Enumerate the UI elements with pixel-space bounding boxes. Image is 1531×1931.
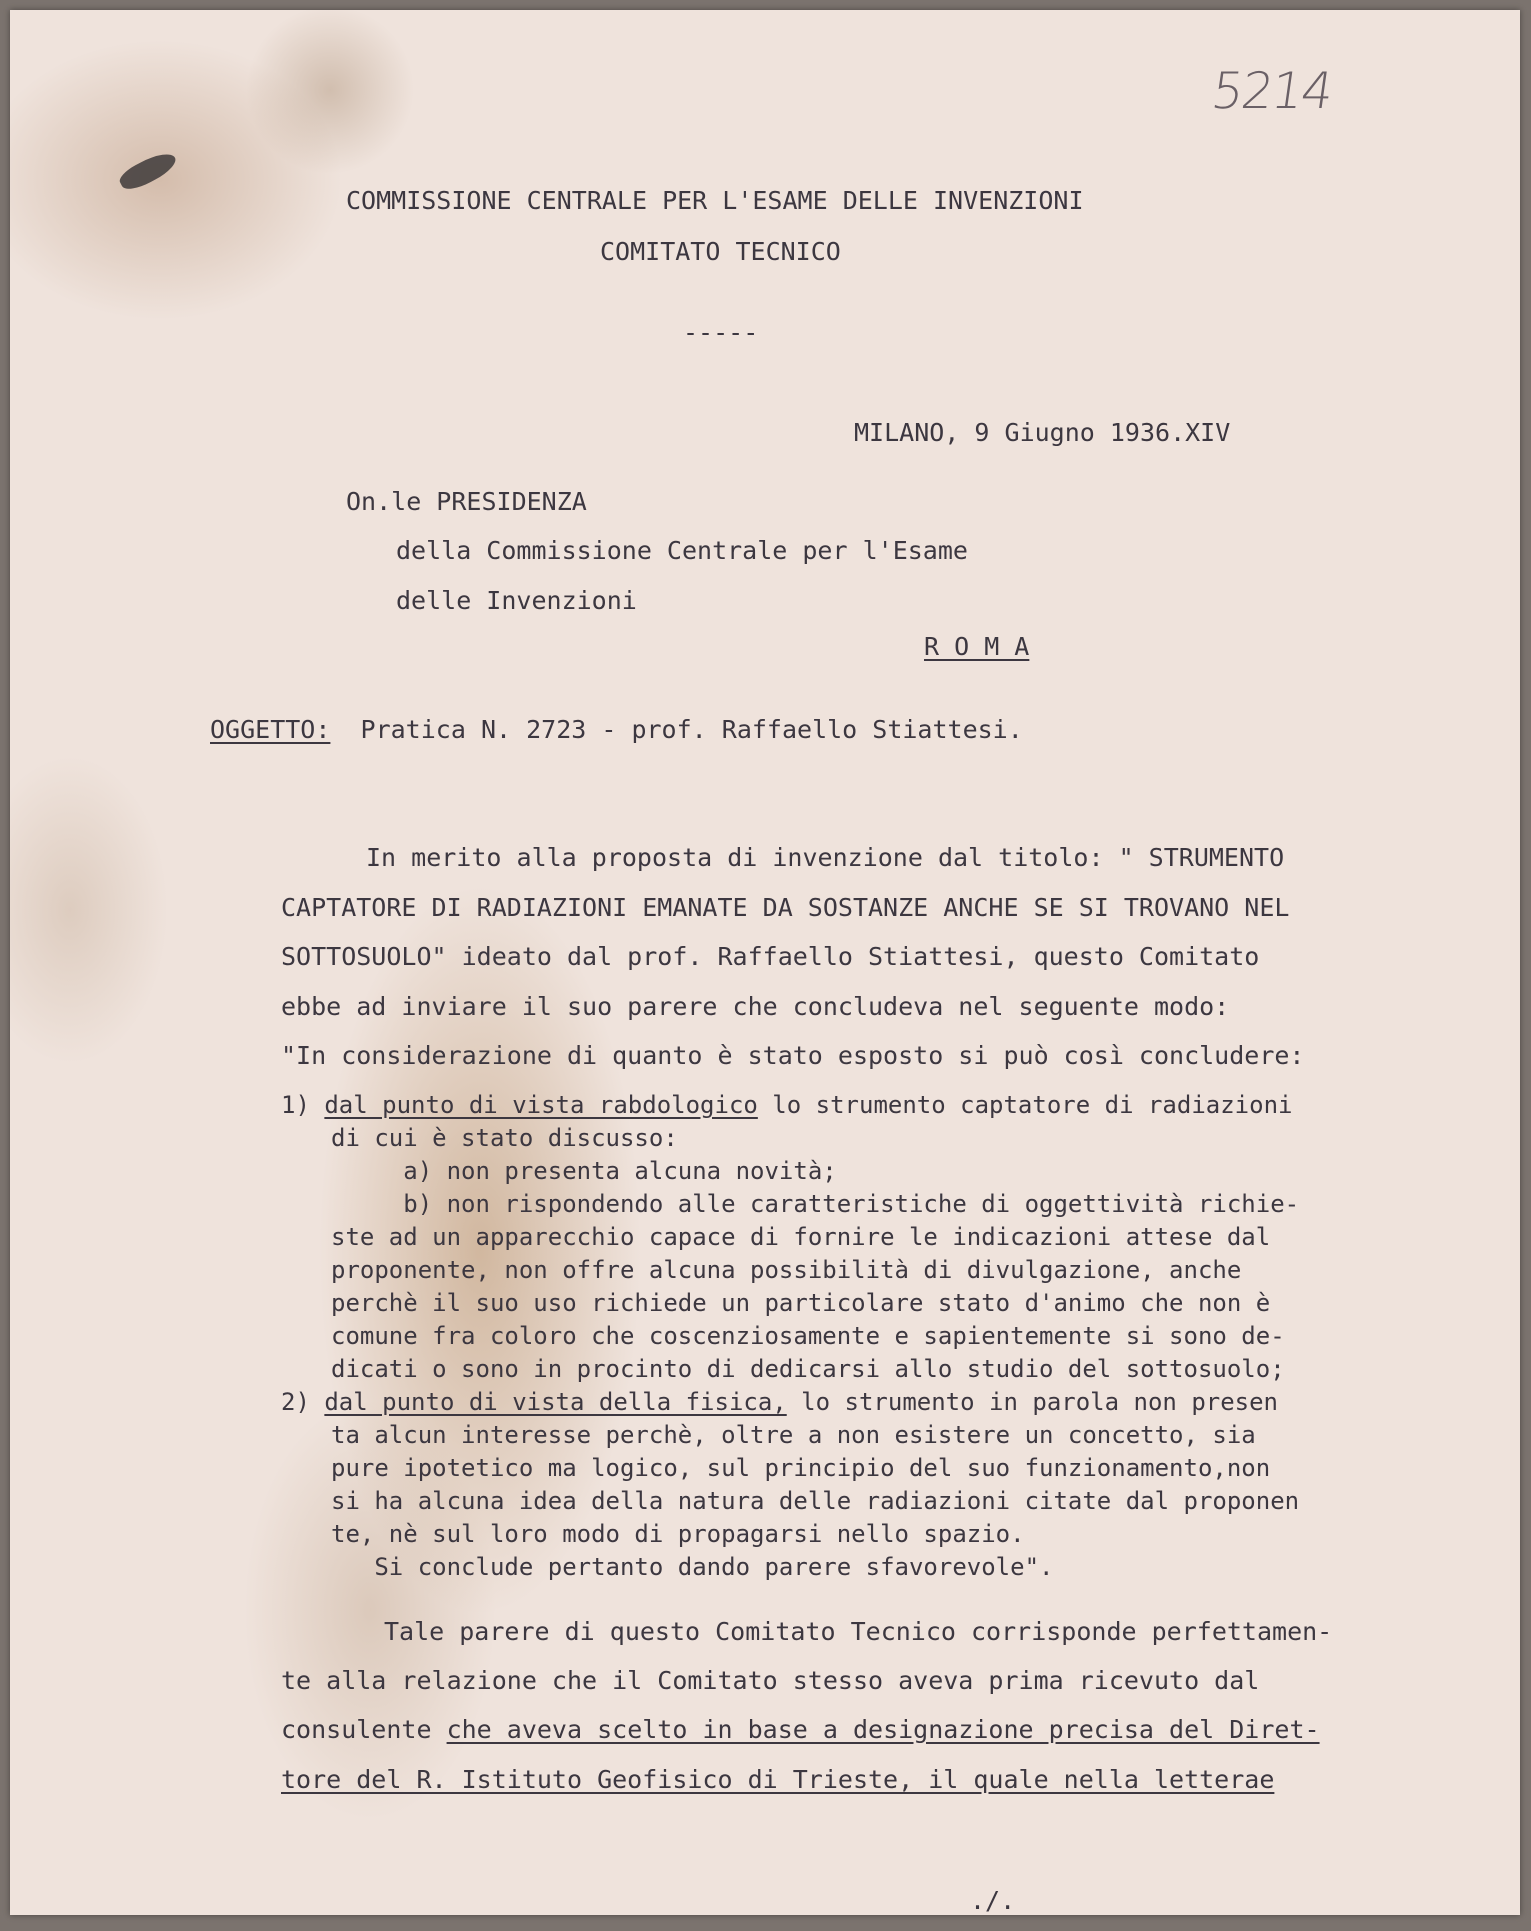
subject-line — [210, 715, 1023, 745]
paragraph-2-line: Tale parere di questo Comitato Tecnico corrisponde perfettamen- — [384, 1617, 1333, 1646]
point-2-line: si ha alcuna idea della natura delle radiazioni citate dal proponen — [331, 1487, 1300, 1515]
point-1-line: b) non rispondendo alle caratteristiche di oggettività richie- — [331, 1190, 1300, 1218]
point-1-line: ste ad un apparecchio capace di fornire le indicazioni attese dal — [331, 1223, 1271, 1251]
addressee-city: R O M A — [924, 632, 1030, 661]
point-1-line: di cui è stato discusso: — [331, 1124, 678, 1152]
burn-mark — [116, 147, 179, 195]
point-1-rest: lo strumento captatore di radiazioni — [757, 1091, 1293, 1119]
header-separator: ----- — [683, 318, 759, 347]
point-1-line: perchè il suo uso richiede un particolare stato d'animo che non è — [331, 1289, 1271, 1317]
paragraph-2-line: te alla relazione che il Comitato stesso aveva prima ricevuto dal — [281, 1666, 1260, 1695]
point-1-line: a) non presenta alcuna novità; — [331, 1157, 837, 1185]
continuation-mark: ./. — [970, 1886, 1016, 1915]
header-commission: COMMISSIONE CENTRALE PER L'ESAME DELLE INVENZIONI — [346, 186, 1084, 215]
point-1-heading: dal punto di vista rabdologico — [324, 1091, 758, 1119]
point-1-line: dicati o sono in procinto di dedicarsi allo studio del sottosuolo; — [331, 1355, 1285, 1383]
point-2-line: Si conclude pertanto dando parere sfavorevole". — [331, 1553, 1054, 1581]
point-1-first-line — [281, 1089, 1292, 1122]
paragraph-2-line: tore del R. Istituto Geofisico di Trieste, il quale nella letterae — [281, 1765, 1275, 1794]
handwritten-number: 5214 — [1207, 62, 1336, 120]
addressee-line-3: delle Invenzioni — [396, 586, 637, 615]
paragraph-2-plain: consulente — [281, 1715, 447, 1744]
point-2-heading: dal punto di vista della fisica, — [324, 1388, 787, 1416]
point-1-line: proponente, non offre alcuna possibilità di divulgazione, anche — [331, 1256, 1242, 1284]
point-2-first-line — [281, 1386, 1278, 1419]
header-committee: COMITATO TECNICO — [600, 237, 841, 266]
addressee-line-1: On.le PRESIDENZA — [346, 487, 587, 516]
point-1-line: comune fra coloro che coscenziosamente e sapientemente si sono de- — [331, 1322, 1285, 1350]
subject-label: OGGETTO: — [210, 715, 331, 744]
point-2-line: ta alcun interesse perchè, oltre a non esistere un concetto, sia — [331, 1421, 1256, 1449]
paragraph-1-line: In merito alla proposta di invenzione dal titolo: " STRUMENTO — [366, 843, 1285, 872]
point-1-number: 1) — [281, 1091, 310, 1119]
paragraph-2-underlined: che aveva scelto in base a designazione precisa del Diret- — [446, 1715, 1320, 1744]
subject-text: Pratica N. 2723 - prof. Raffaello Stiattesi. — [360, 715, 1023, 744]
paragraph-1-line: CAPTATORE DI RADIAZIONI EMANATE DA SOSTANZE ANCHE SE SI TROVANO NEL — [281, 893, 1290, 922]
addressee-line-2: della Commissione Centrale per l'Esame — [396, 536, 968, 565]
letter-date: MILANO, 9 Giugno 1936.XIV — [854, 418, 1231, 447]
paragraph-1-line: SOTTOSUOLO" ideato dal prof. Raffaello Stiattesi, questo Comitato — [281, 942, 1260, 971]
paragraph-1-line: ebbe ad inviare il suo parere che concludeva nel seguente modo: — [281, 992, 1230, 1021]
point-2-line: pure ipotetico ma logico, sul principio del suo funzionamento,non — [331, 1454, 1271, 1482]
point-2-number: 2) — [281, 1388, 310, 1416]
paragraph-1-line: "In considerazione di quanto è stato esposto si può così concludere: — [281, 1041, 1305, 1070]
paragraph-2-line — [281, 1715, 1320, 1745]
point-2-line: te, nè sul loro modo di propagarsi nello spazio. — [331, 1520, 1025, 1548]
point-2-rest: lo strumento in parola non presen — [786, 1388, 1279, 1416]
